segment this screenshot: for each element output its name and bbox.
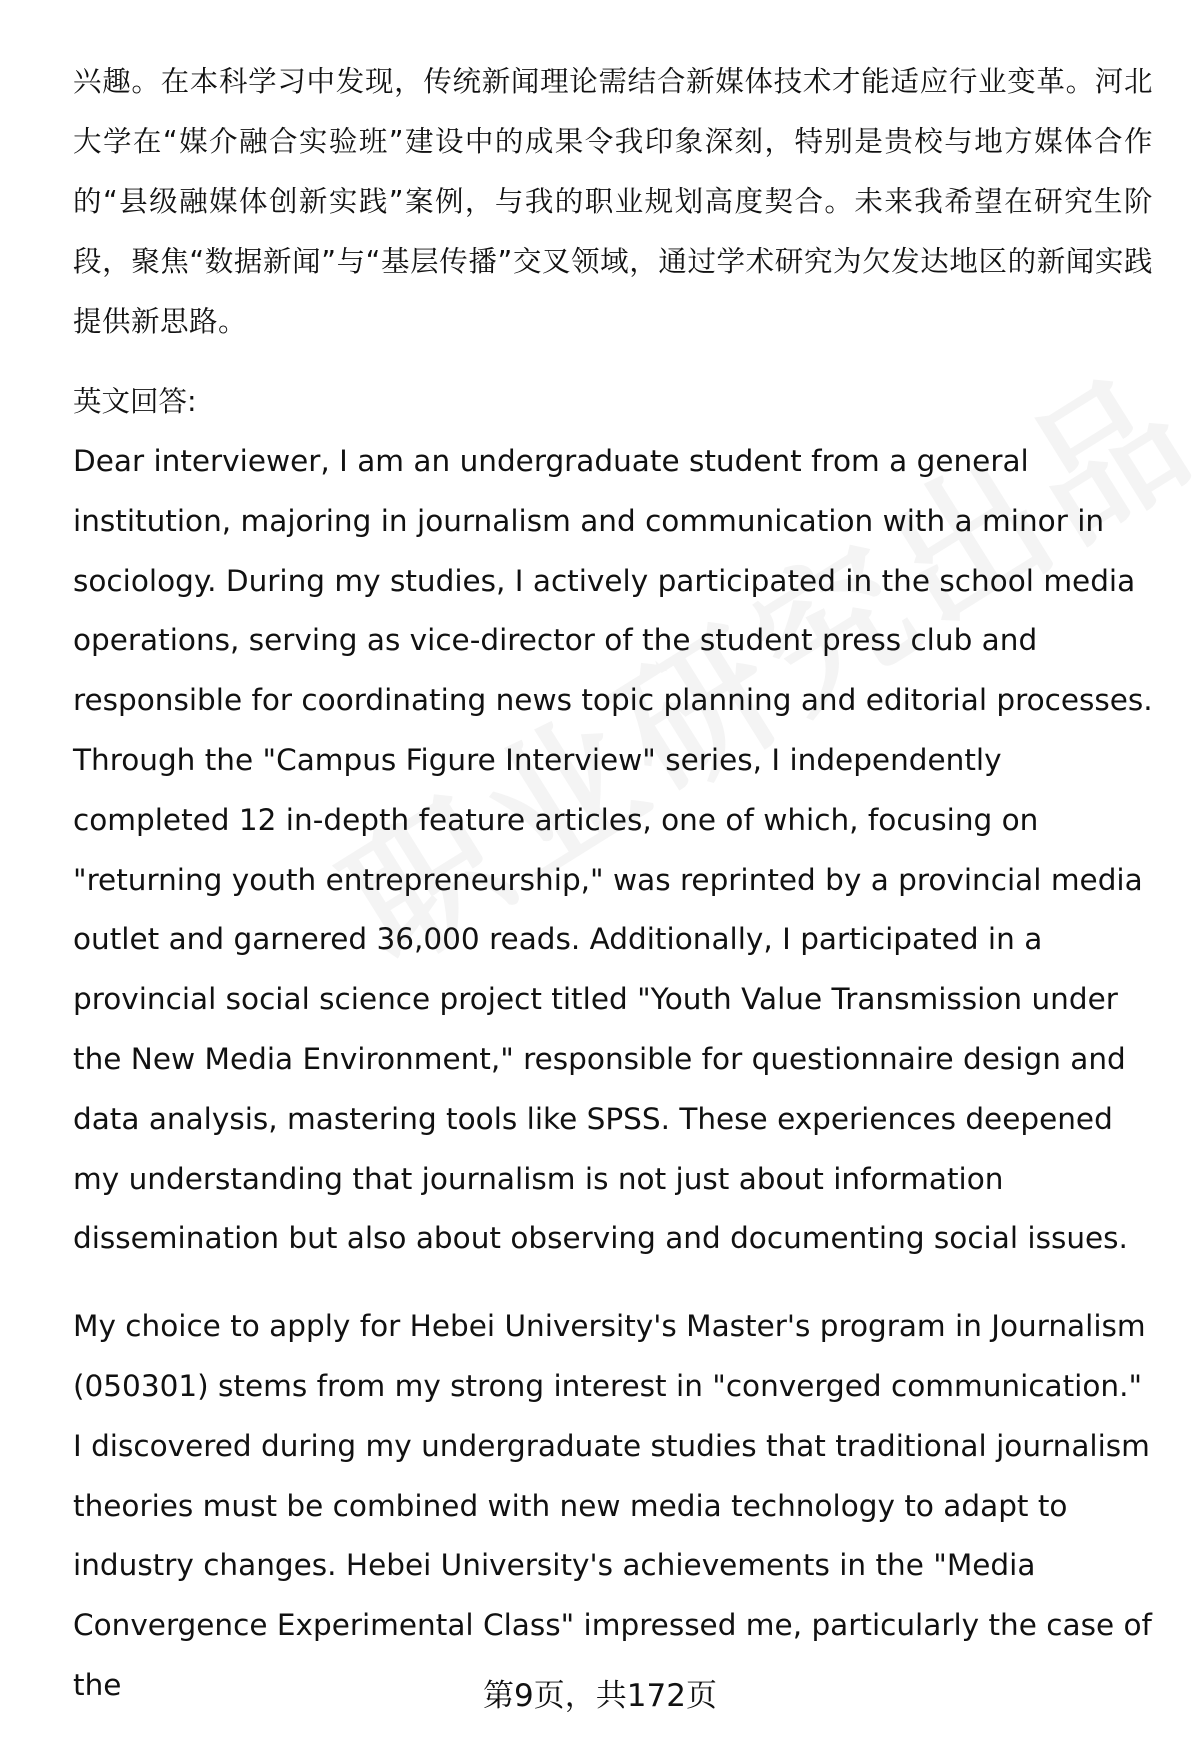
page-number-footer: 第9页，共172页 (483, 1678, 717, 1714)
chinese-paragraph: 兴趣。在本科学习中发现，传统新闻理论需结合新媒体技术才能适应行业变革。河北大学在“媒介融合实验班”建设中的成果令我印象深刻，特别是贵校与地方媒体合作的“县级融媒体创新实践”案例，与我的职业规划高度契合。未来我希望在研究生阶段，聚焦“数据新闻”与“基层传播”交叉领域，通过学术研究为欠发达地区的新闻实践提供新思路。 (73, 65, 1153, 338)
english-answer-heading: 英文回答: (73, 385, 197, 418)
document-body (73, 52, 1153, 1716)
english-paragraph-1: Dear interviewer, I am an undergraduate student from a general institution, majoring in journalism and communication with a minor in sociology. During my studies, I actively participated in the school media operations, serving as vice-director of the student press club and responsible for coordinating news topic planning and editorial processes. Through the "Campus Figure Interview" series, I independently completed 12 in-depth feature articles, one of which, focusing on "returning youth entrepreneurship," was reprinted by a provincial media outlet and garnered 36,000 reads. Additionally, I participated in a provincial social science project titled "Youth Value Transmission under the New Media Environment," responsible for questionnaire design and data analysis, mastering tools like SPSS. These experiences deepened my understanding that journalism is not just about information dissemination but also about observing and documenting social issues. (73, 444, 1153, 1256)
english-paragraph-2: My choice to apply for Hebei University's Master's program in Journalism (050301) stems from my strong interest in "converged communication." I discovered during my undergraduate studies that traditional journalism theories must be combined with new media technology to adapt to industry changes. Hebei University's achievements in the "Media Convergence Experimental Class" impressed me, particularly the case of the (73, 1309, 1152, 1702)
